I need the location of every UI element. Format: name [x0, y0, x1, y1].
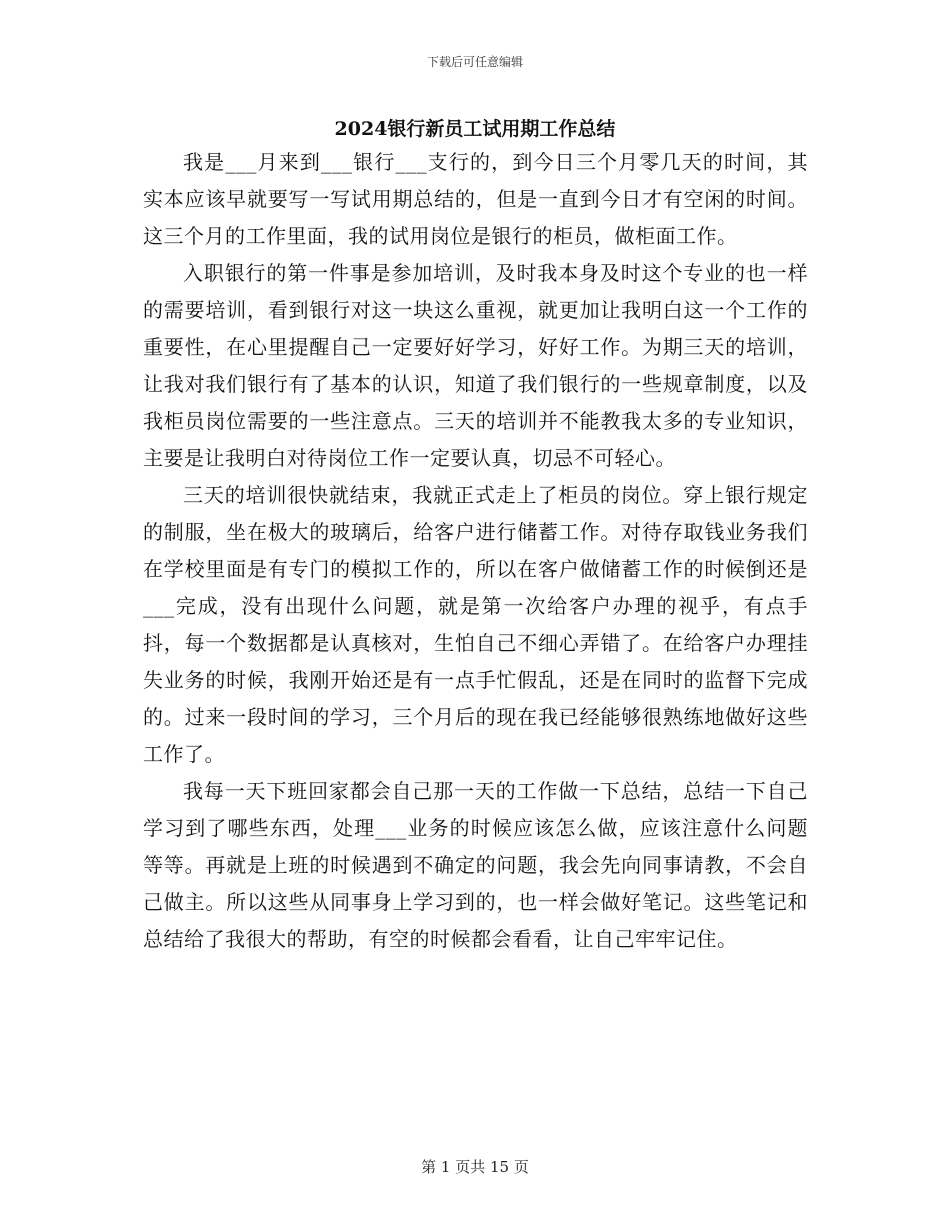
document-title: 2024银行新员工试用期工作总结 — [334, 118, 616, 140]
paragraph: 三天的培训很快就结束，我就正式走上了柜员的岗位。穿上银行规定的制服，坐在极大的玻璃后，给客户进行储蓄工作。对待存取钱业务我们在学校里面是有专门的模拟工作的，所以在客户做储蓄工作的时候倒还是___完成，没有出现什么问题，就是第一次给客户办理的视乎，有点手抖，每一个数据都是认真核对，生怕自己不细心弄错了。在给客户办理挂失业务的时候，我刚开始还是有一点手忙假乱，还是在同时的监督下完成的。过来一段时间的学习，三个月后的现在我已经能够很熟练地做好这些工作了。 — [143, 483, 808, 766]
page-footer: 第 1 页共 15 页 — [421, 1158, 529, 1176]
paragraph: 我每一天下班回家都会自己那一天的工作做一下总结，总结一下自己学习到了哪些东西，处理___业务的时候应该怎么做，应该注意什么问题等等。再就是上班的时候遇到不确定的问题，我会先向同事请教，不会自己做主。所以这些从同事身上学习到的，也一样会做好笔记。这些笔记和总结给了我很大的帮助，有空的时候都会看看，让自己牢牢记住。 — [143, 779, 808, 951]
document-body — [143, 144, 808, 958]
paragraph: 入职银行的第一件事是参加培训，及时我本身及时这个专业的也一样的需要培训，看到银行对这一块这么重视，就更加让我明白这一个工作的重要性，在心里提醒自己一定要好好学习，好好工作。为期三天的培训，让我对我们银行有了基本的认识，知道了我们银行的一些规章制度，以及我柜员岗位需要的一些注意点。三天的培训并不能教我太多的专业知识，主要是让我明白对待岗位工作一定要认真，切忌不可轻心。 — [143, 261, 808, 470]
paragraph: 我是___月来到___银行___支行的，到今日三个月零几天的时间，其实本应该早就要写一写试用期总结的，但是一直到今日才有空闲的时间。这三个月的工作里面，我的试用岗位是银行的柜员，做柜面工作。 — [143, 150, 808, 248]
page-header: 下载后可任意编辑 — [426, 55, 523, 69]
